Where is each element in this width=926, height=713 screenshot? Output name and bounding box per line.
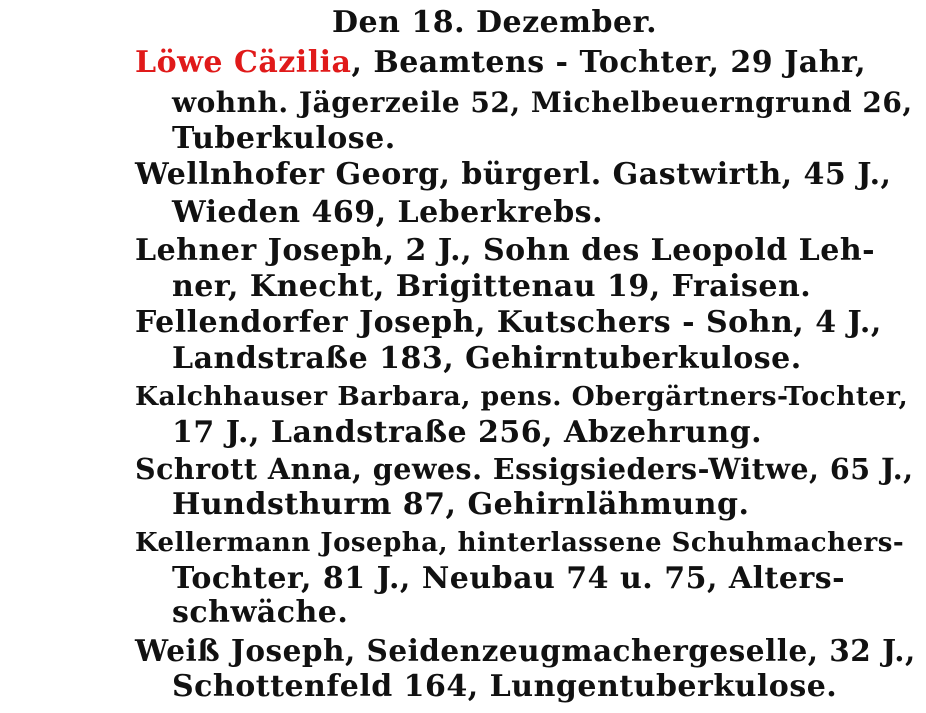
entry-5-line-2: 17 J., Landstraße 256, Abzehrung. <box>172 415 763 450</box>
entry-8-line-1: Weiß Joseph, Seidenzeugmachergeselle, 32 J., <box>135 633 916 668</box>
entry-3-line-2: ner, Knecht, Brigittenau 19, Fraisen. <box>172 269 812 304</box>
entry-6-line-1: Schrott Anna, gewes. Essigsieders-Witwe, 65 J., <box>135 452 914 486</box>
entry-7-line-2: Tochter, 81 J., Neubau 74 u. 75, Alters- <box>172 561 846 596</box>
highlighted-name: Löwe Cäzilia <box>135 45 352 80</box>
entry-4-line-2: Landstraße 183, Gehirntuberkulose. <box>172 341 802 376</box>
entry-2-line-1: Wellnhofer Georg, bürgerl. Gastwirth, 45 J., <box>135 157 892 192</box>
entry-1-line-3: Tuberkulose. <box>172 121 396 156</box>
entry-5-line-1: Kalchhauser Barbara, pens. Obergärtners-Tochter, <box>135 381 909 412</box>
entry-8-line-2: Schottenfeld 164, Lungentuberkulose. <box>172 669 838 704</box>
date-heading: Den 18. Dezember. <box>332 5 658 40</box>
entry-7-line-3: schwäche. <box>172 595 349 630</box>
entry-7-line-1: Kellermann Josepha, hinterlassene Schuhmachers- <box>135 528 905 558</box>
entry-3-line-1: Lehner Joseph, 2 J., Sohn des Leopold Leh- <box>135 233 876 268</box>
entry-2-line-2: Wieden 469, Leberkrebs. <box>172 195 604 230</box>
entry-4-line-1: Fellendorfer Joseph, Kutschers - Sohn, 4 J., <box>135 305 882 340</box>
entry-1-line-2: wohnh. Jägerzeile 52, Michelbeuerngrund 26, <box>172 86 913 119</box>
entry-6-line-2: Hundsthurm 87, Gehirnlähmung. <box>172 487 750 522</box>
entry-1-line-1 <box>135 45 867 80</box>
entry-1-line-1-text: , Beamtens - Tochter, 29 Jahr, <box>351 45 867 80</box>
